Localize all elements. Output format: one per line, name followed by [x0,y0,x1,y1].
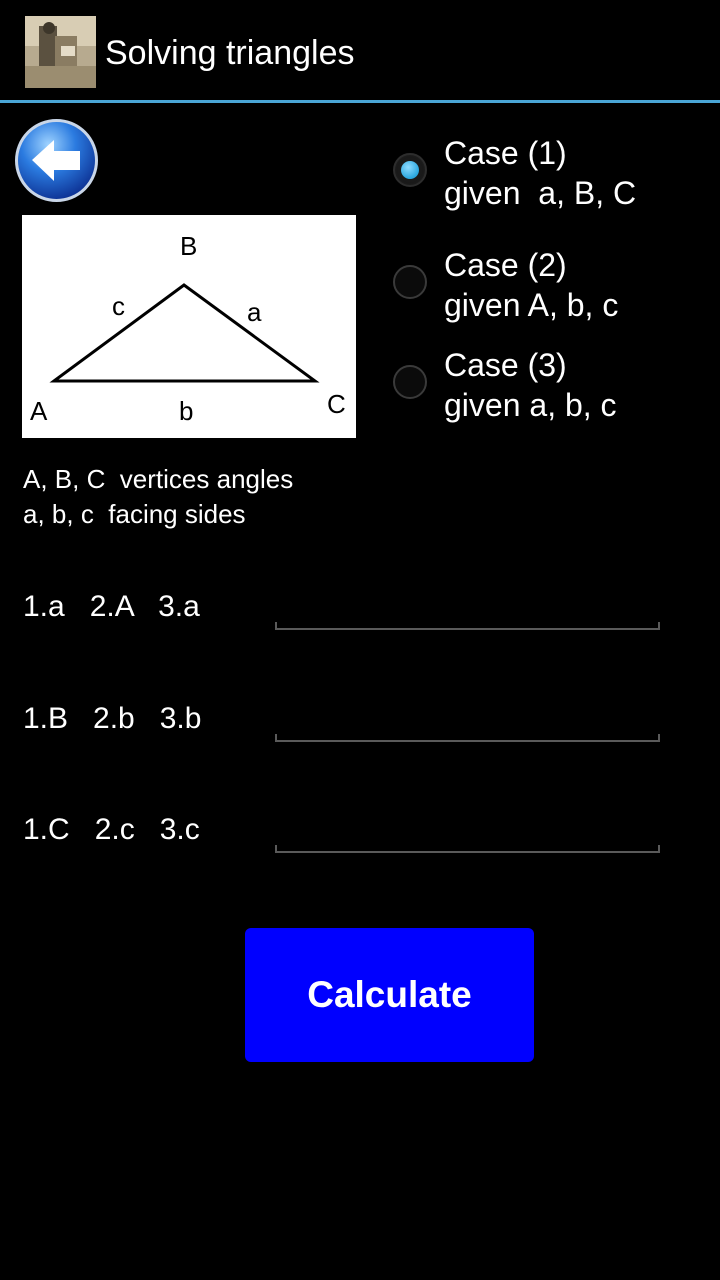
radio-unchecked-icon[interactable] [393,365,427,399]
action-bar-divider [0,100,720,103]
triangle-diagram [22,215,356,438]
vertex-label-a: A [30,396,48,426]
vertex-label-b: B [180,231,198,261]
input-1-underline [275,622,660,630]
input-3-label: 1.C 2.c 3.c [23,813,200,846]
legend-text [23,462,293,532]
case-1-radio[interactable] [390,135,637,211]
side-label-c: c [112,291,125,321]
back-arrow-icon[interactable] [14,118,99,203]
case-1-label: Case (1) given a, B, C [444,135,637,211]
action-bar [0,0,720,101]
input-2-label: 1.B 2.b 3.b [23,702,202,735]
page-title: Solving triangles [105,34,355,72]
input-1-label: 1.a 2.A 3.a [23,590,200,623]
side-label-b: b [179,396,194,426]
case-2-label: Case (2) given A, b, c [444,247,619,323]
legend-line-1: A, B, C vertices angles [23,464,294,494]
radio-checked-icon[interactable] [393,153,427,187]
radio-unchecked-icon[interactable] [393,265,427,299]
case-2-radio[interactable] [390,247,619,323]
case-3-radio[interactable] [390,347,617,423]
calculate-button[interactable]: Calculate [245,928,534,1062]
vertex-label-c: C [327,389,346,419]
side-label-a: a [247,297,262,327]
case-3-label: Case (3) given a, b, c [444,347,617,423]
surveyor-thumbnail-icon[interactable] [25,16,96,88]
input-2-underline [275,734,660,742]
input-3-underline [275,845,660,853]
legend-line-2: a, b, c facing sides [23,499,246,529]
